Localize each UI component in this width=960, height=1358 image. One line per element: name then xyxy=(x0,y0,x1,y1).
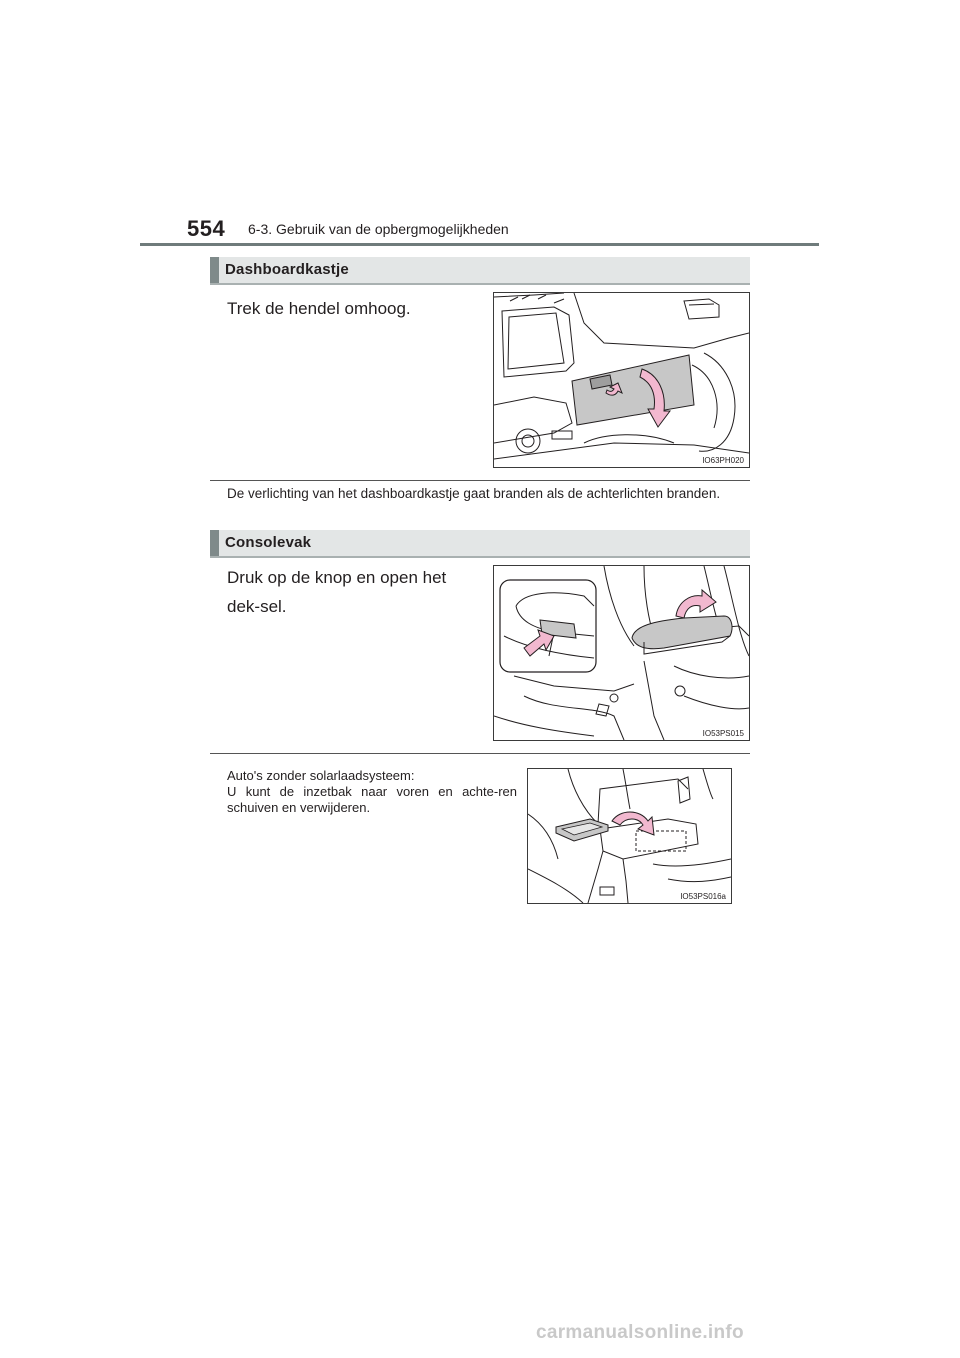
page-number: 554 xyxy=(187,216,226,241)
console-illustration xyxy=(493,565,750,741)
heading-tab xyxy=(210,257,219,283)
section-title: 6-3. Gebruik van de opbergmogelijkheden xyxy=(248,221,509,237)
heading-text: Consolevak xyxy=(225,534,312,551)
arrow-pink-icon xyxy=(676,590,716,618)
divider xyxy=(210,753,750,754)
watermark: carmanualsonline.info xyxy=(536,1322,744,1343)
divider xyxy=(210,480,750,481)
figure-code: IO53PS015 xyxy=(702,729,744,738)
glovebox-note: De verlichting van het dashboardkastje gaat branden als de achterlichten branden. xyxy=(227,486,721,501)
heading-dashboardkastje xyxy=(210,257,750,285)
heading-text: Dashboardkastje xyxy=(225,261,349,278)
figure-code: IO63PH020 xyxy=(702,456,744,465)
console-instruction: Druk op de knop en open het dek-sel. xyxy=(227,568,447,616)
tray-note-title: Auto's zonder solarlaadsysteem: xyxy=(227,768,415,783)
heading-tab xyxy=(210,530,219,556)
tray-note-body: U kunt de inzetbak naar voren en achte-ren schuiven en verwijderen. xyxy=(227,784,517,815)
heading-consolevak xyxy=(210,530,750,558)
header-rule xyxy=(140,243,819,246)
glovebox-instruction: Trek de hendel omhoog. xyxy=(227,299,411,318)
arrow-pink-icon xyxy=(612,812,654,835)
figure-code: IO53PS016a xyxy=(680,892,726,901)
tray-illustration xyxy=(527,768,732,904)
glovebox-illustration xyxy=(493,292,750,468)
